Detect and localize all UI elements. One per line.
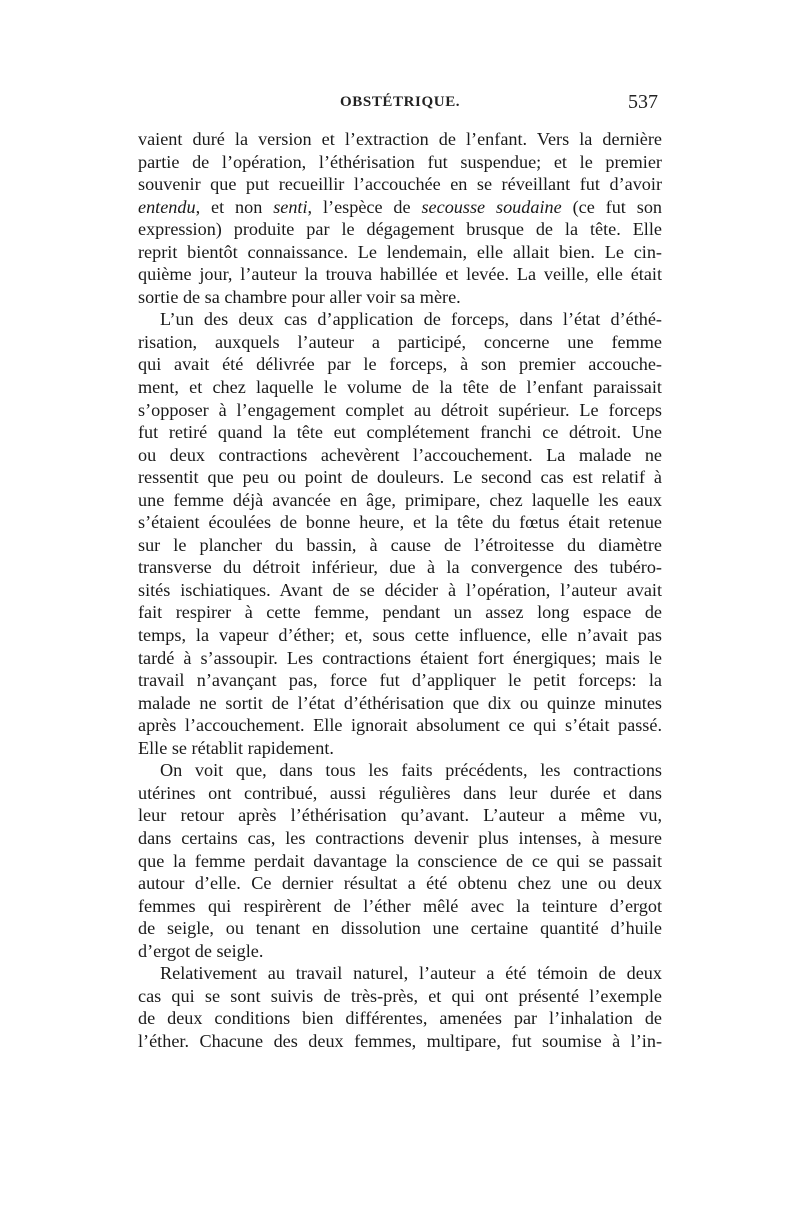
text-segment: d’ergot de seigle. (138, 940, 264, 961)
text-line (138, 714, 662, 737)
running-title: OBSTÉTRIQUE. (340, 94, 461, 110)
text-segment: Relativement au travail naturel, l’auteur a été témoin de deux (160, 963, 662, 984)
text-segment: temps, la vapeur d’éther; et, sous cette influence, elle n’avait pas (138, 625, 662, 646)
text-line (138, 151, 662, 174)
text-segment: risation, auxquels l’auteur a participé, concerne une femme (138, 331, 662, 352)
text-segment: après l’accouchement. Elle ignorait absolument ce qui s’était passé. (138, 715, 662, 736)
text-line (138, 579, 662, 602)
text-segment: Elle se rétablit rapidement. (138, 737, 334, 758)
text-line (138, 489, 662, 512)
text-segment: de deux conditions bien différentes, amenées par l’inhalation de (138, 1008, 662, 1029)
text-line (138, 1007, 662, 1030)
text-segment: cas qui se sont suivis de très-près, et qui ont présenté l’exemple (138, 985, 662, 1006)
text-line (138, 421, 662, 444)
text-segment: dans certains cas, les contractions devenir plus intenses, à mesure (138, 827, 662, 848)
text-line (138, 308, 662, 331)
text-segment: ou deux contractions achevèrent l’accouchement. La malade ne (138, 444, 662, 465)
text-line (138, 196, 662, 219)
text-line (138, 353, 662, 376)
text-line (138, 556, 662, 579)
text-segment: qui avait été délivrée par le forceps, à son premier accouche- (138, 354, 662, 375)
text-segment: , l’espèce de (307, 196, 422, 217)
text-line (138, 872, 662, 895)
text-line (138, 737, 662, 760)
text-line (138, 511, 662, 534)
text-segment: s’étaient écoulées de bonne heure, et la tête du fœtus était retenue (138, 512, 662, 533)
text-segment: , et non (195, 196, 274, 217)
text-line (138, 376, 662, 399)
text-segment: malade ne sortit de l’état d’éthérisation que dix ou quinze minutes (138, 692, 662, 713)
italic-text: secousse soudaine (421, 196, 562, 217)
text-line (138, 827, 662, 850)
text-segment: une femme déjà avancée en âge, primipare, chez laquelle les eaux (138, 489, 662, 510)
text-line (138, 895, 662, 918)
text-line (138, 985, 662, 1008)
text-line (138, 850, 662, 873)
text-line (138, 940, 662, 963)
text-line (138, 128, 662, 151)
running-head (138, 91, 658, 118)
italic-text: entendu (138, 196, 196, 217)
text-segment: expression) produite par le dégagement brusque de la tête. Elle (138, 219, 662, 240)
text-line (138, 1030, 662, 1053)
text-line (138, 444, 662, 467)
text-segment: sur le plancher du bassin, à cause de l’étroitesse du diamètre (138, 534, 662, 555)
text-line (138, 263, 662, 286)
text-segment: femmes qui respirèrent de l’éther mêlé avec la teinture d’ergot (138, 895, 662, 916)
text-line (138, 241, 662, 264)
text-line (138, 624, 662, 647)
text-segment: (ce fut son (561, 196, 663, 217)
text-segment: L’un des deux cas d’application de forceps, dans l’état d’éthé- (160, 309, 662, 330)
text-segment: souvenir que put recueillir l’accouchée en se réveillant fut d’avoir (138, 174, 662, 195)
text-line (138, 782, 662, 805)
text-segment: partie de l’opération, l’éthérisation fut suspendue; et le premier (138, 151, 662, 172)
text-segment: reprit bientôt connaissance. Le lendemain, elle allait bien. Le cin- (138, 241, 662, 262)
text-line (138, 692, 662, 715)
text-segment: fut retiré quand la tête eut complétement franchi ce détroit. Une (138, 422, 662, 443)
text-segment: transverse du détroit inférieur, due à la convergence des tubéro- (138, 557, 662, 578)
body-text (138, 128, 662, 1052)
text-segment: l’éther. Chacune des deux femmes, multipare, fut soumise à l’in- (138, 1030, 662, 1051)
text-line (138, 286, 662, 309)
text-segment: ressentit que peu ou point de douleurs. Le second cas est relatif à (138, 467, 662, 488)
text-segment: sortie de sa chambre pour aller voir sa mère. (138, 286, 461, 307)
italic-text: senti (273, 196, 308, 217)
text-line (138, 669, 662, 692)
text-segment: travail n’avançant pas, force fut d’appliquer le petit forceps: la (138, 670, 662, 691)
text-line (138, 331, 662, 354)
text-line (138, 466, 662, 489)
text-segment: que la femme perdait davantage la conscience de ce qui se passait (138, 850, 662, 871)
text-line (138, 173, 662, 196)
text-line (138, 759, 662, 782)
text-line (138, 962, 662, 985)
page-number: 537 (628, 91, 658, 113)
text-segment: leur retour après l’éthérisation qu’avant. L’auteur a même vu, (138, 805, 662, 826)
text-line (138, 917, 662, 940)
text-line (138, 647, 662, 670)
text-segment: On voit que, dans tous les faits précédents, les contractions (160, 760, 662, 781)
text-segment: autour d’elle. Ce dernier résultat a été obtenu chez une ou deux (138, 873, 662, 894)
text-line (138, 601, 662, 624)
text-segment: fait respirer à cette femme, pendant un assez long espace de (138, 602, 662, 623)
text-line (138, 804, 662, 827)
text-segment: tardé à s’assoupir. Les contractions étaient fort énergiques; mais le (138, 647, 662, 668)
text-segment: ment, et chez laquelle le volume de la tête de l’enfant paraissait (138, 377, 662, 398)
text-line (138, 534, 662, 557)
text-line (138, 218, 662, 241)
text-segment: de seigle, ou tenant en dissolution une certaine quantité d’huile (138, 918, 662, 939)
text-line (138, 399, 662, 422)
text-segment: quième jour, l’auteur la trouva habillée et levée. La veille, elle était (138, 264, 662, 285)
text-segment: s’opposer à l’engagement complet au détroit supérieur. Le forceps (138, 399, 662, 420)
text-segment: utérines ont contribué, aussi régulières dans leur durée et dans (138, 782, 662, 803)
text-segment: sités ischiatiques. Avant de se décider à l’opération, l’auteur avait (138, 579, 662, 600)
text-segment: vaient duré la version et l’extraction de l’enfant. Vers la dernière (138, 129, 662, 149)
